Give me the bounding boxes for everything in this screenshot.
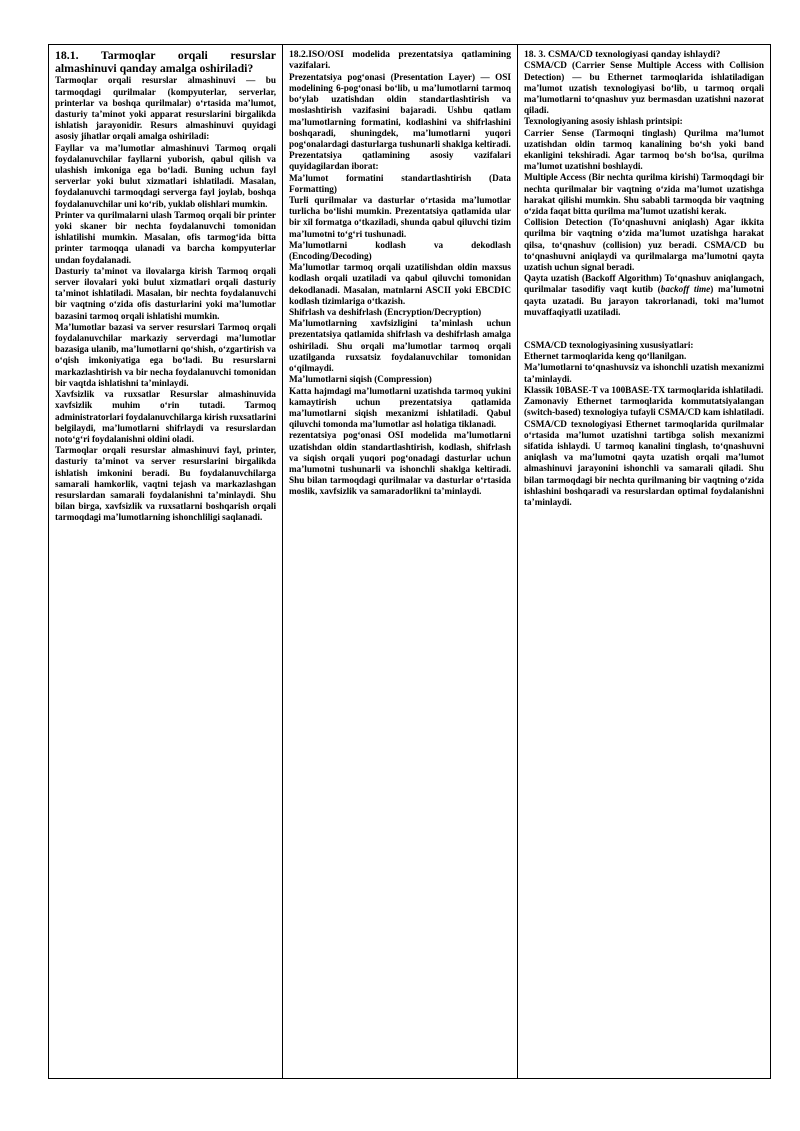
section-heading: 18.2.ISO/OSI modelida prezentatsiya qatlamining vazifalari.: [289, 49, 511, 72]
paragraph: CSMA/CD texnologiyasi Ethernet tarmoqlarida qurilmalar o‘rtasida ma’lumot uzatishni tartibga solish mexanizmi sifatida ishlaydi. U tarmoq kanalini tinglash, to‘qnashuvni aniqlash va ma’lumotni qayta uzatish orqali ma’lumot almashinuvi jarayonini ishonchli va samarali qiladi. Shu bilan tarmoqdagi bir nechta qurilmaning bir vaqtning o‘zida ishlashini boshqaradi va resurslardan optimal foydalanishni ta’minlaydi.: [524, 418, 764, 507]
paragraph: Collision Detection (To‘qnashuvni aniqlash) Agar ikkita qurilma bir vaqtning o‘zida ma’lumot uzatishga harakat qilsa, to‘qnashuv (collision) yuz beradi. CSMA/CD bu to‘qnashuvni aniqlaydi va qurilmalarga ma’lumotni qayta uzatish uchun signal beradi.: [524, 217, 764, 273]
paragraph: CSMA/CD (Carrier Sense Multiple Access with Collision Detection) — bu Ethernet tarmoqlarida ishlatiladigan ma’lumot uzatish texnologiyasi bo‘lib, u tarmoq orqali ma’lumotlarni to‘qnashuv yuz bermasdan uzatishni nazorat qiladi.: [524, 60, 764, 116]
column-1: [49, 45, 283, 1078]
paragraph: Tarmoqlar orqali resurslar almashinuvi — bu tarmoqdagi qurilmalar (kompyuterlar, serverlar, printerlar va boshqa qurilmalar) o‘rtasida ma’lumot, dasturiy ta’minot yoki apparat resurslarini birgalikda ishlatish jarayonidir. Resurs almashinuvi quyidagi asosiy jihatlar orqali amalga oshiriladi:: [55, 75, 276, 142]
italic-term: backoff time: [660, 284, 711, 295]
paragraph: Ethernet tarmoqlarida keng qo‘llanilgan.: [524, 351, 687, 362]
subheading: CSMA/CD texnologiyasining xususiyatlari:: [524, 340, 694, 351]
paragraph: Prezentatsiya pog‘onasi (Presentation Layer) — OSI modelining 6-pog‘onasi bo‘lib, u ma’lumotlarni tarmoq bo‘ylab uzatishdan oldin standartlashtirish va moslashtirish vazifasini bajaradi. Ushbu qatlam ma’lumotlarning formatini, kodlashini va shifrlashini boshqaradi, shuningdek, ma’lumotlarni yuqori pog‘onalardagi dasturlarga tushunarli shaklga keltiradi.: [289, 71, 511, 150]
spacer: [524, 318, 764, 340]
section-heading: 18. 3. CSMA/CD texnologiyasi qanday ishlaydi?: [524, 49, 721, 60]
paragraph: Ma’lumotlarning xavfsizligini ta’minlash uchun prezentatsiya qatlamida shifrlash va deshifrlash amalga oshiriladi. Shu orqali ma’lumotlar tarmoq orqali uzatilganda ruxsatsiz foydalanuvchilar tomonidan o‘qilmaydi.: [289, 318, 511, 374]
paragraph: Turli qurilmalar va dasturlar o‘rtasida ma’lumotlar turlicha bo‘lishi mumkin. Prezentatsiya qatlamida ular bir xil formatga o‘tkaziladi, shunda qabul qiluvchi tizim ma’lumotni to‘g‘ri tushunadi.: [289, 195, 511, 239]
subheading: Ma’lumotlarni siqish (Compression): [289, 374, 432, 385]
column-2: [283, 45, 518, 1078]
document-page: [48, 44, 771, 1079]
paragraph: Carrier Sense (Tarmoqni tinglash) Qurilma ma’lumot uzatishdan oldin tarmoq kanalining bo‘sh yoki band ekanligini tekshiradi. Agar tarmoq bo‘sh bo‘lsa, qurilma ma’lumot uzatishni boshlaydi.: [524, 127, 764, 172]
paragraph: Tarmoqlar orqali resurslar almashinuvi fayl, printer, dasturiy ta’minot va server resurslarini birgalikda ishlatish imkonini beradi. Bu foydalanuvchilarga samarali hamkorlik, vaqtni tejash va markazlashgan resurslardan samarali foydalanishni ta’minlaydi. Shu bilan birga, xavfsizlik va ruxsatlarni boshqarish orqali tarmoqdagi ma’lumotlarning ishonchliligi saqlanadi.: [55, 445, 276, 523]
paragraph: Ma’lumotlarni to‘qnashuvsiz va ishonchli uzatish mexanizmi ta’minlaydi.: [524, 362, 764, 384]
paragraph: Zamonaviy Ethernet tarmoqlarida kommutatsiyalangan (switch-based) texnologiya tufayli CSMA/CD kam ishlatiladi.: [524, 396, 764, 418]
subheading: Ma’lumot formatini standartlashtirish (Data Formatting): [289, 172, 511, 194]
subheading: Ma’lumotlarni kodlash va dekodlash (Encoding/Decoding): [289, 239, 511, 262]
subheading: Texnologiyaning asosiy ishlash printsipi:: [524, 116, 683, 127]
paragraph: Katta hajmdagi ma’lumotlarni uzatishda tarmoq yukini kamaytirish uchun prezentatsiya qatlamida ma’lumotlarni siqish mexanizmi ishlatiladi. Qabul qiluvchi tomonda ma’lumotlar asl holatiga tiklanadi.: [289, 385, 511, 430]
paragraph: Klassik 10BASE-T va 100BASE-TX tarmoqlarida ishlatiladi.: [524, 384, 764, 395]
paragraph: Printer va qurilmalarni ulash Tarmoq orqali bir printer yoki skaner bir nechta foydalanuvchi tomonidan ishlatilishi mumkin. Masalan, ofis tarmog‘ida bitta printer tarmoqqa ulanadi va barcha kompyuterlar undan foydalanadi.: [55, 209, 276, 265]
paragraph: Prezentatsiya qatlamining asosiy vazifalari quyidagilardan iborat:: [289, 150, 511, 172]
paragraph: Fayllar va ma’lumotlar almashinuvi Tarmoq orqali foydalanuvchilar fayllarni yuborish, qabul qilish va ulashish imkoniga ega bo‘ladi. Buning uchun fayl serverlar yoki bulut xizmatlari ishlatiladi. Masalan, foydalanuvchi tarmoqdagi serverga fayl joylab, boshqa foydalanuvchilar uni ko‘rib, yuklab olishlari mumkin.: [55, 142, 276, 209]
paragraph-text: ) ma’lumotni qayta uzatadi. Bu jarayon takrorlanadi, toki ma’lumot muvaffaqiyatli uzatiladi.: [524, 284, 764, 317]
column-3: [518, 45, 770, 1078]
paragraph: Multiple Access (Bir nechta qurilma kirishi) Tarmoqdagi bir nechta qurilmalar bir vaqtning o‘zida ma’lumot uzatishga harakat qilishi mumkin. Shu sababli tarmoqda bir vaqtning o‘zida faqat bitta qurilma ma’lumot uzatishi kerak.: [524, 172, 764, 217]
paragraph: Ma’lumotlar tarmoq orqali uzatilishdan oldin maxsus kodlash orqali uzatiladi va qabul qiluvchi tomonidan dekodlanadi. Masalan, matnlarni ASCII yoki EBCDIC kodlash tizimlariga o‘tkazish.: [289, 262, 511, 306]
paragraph: [524, 273, 764, 318]
paragraph: Dasturiy ta’minot va ilovalarga kirish Tarmoq orqali server ilovalari yoki bulut xizmatlari orqali dasturiy ta’minot ishlatiladi. Masalan, bir nechta foydalanuvchi bir vaqtning o‘zida ofis dasturlarini yoki ma’lumotlar bazasini tarmoq orqali ishlatishi mumkin.: [55, 265, 276, 321]
paragraph-text: Qayta uzatish (Backoff Algorithm) To‘qnashuv aniqlangach, qurilmalar tasodifiy vaqt kutib (: [524, 273, 764, 295]
subheading: Shifrlash va deshifrlash (Encryption/Decryption): [289, 307, 482, 318]
paragraph: Xavfsizlik va ruxsatlar Resurslar almashinuvida xavfsizlik muhim o‘rin tutadi. Tarmoq administratorlari foydalanuvchilarga kirish ruxsatlarini belgilaydi, ma’lumotlarni shifrlaydi va resurslardan noto‘g‘ri foydalanishni oldini oladi.: [55, 389, 276, 444]
paragraph: Ma’lumotlar bazasi va server resurslari Tarmoq orqali foydalanuvchilar markaziy serverdagi ma’lumotlar bazasiga ulanib, ma’lumotlarni qo‘shish, o‘zgartirish va o‘qish imkoniyatiga ega bo‘ladi. Bu resurslarni markazlashtirish va bir necha foydalanuvchi tomonidan bir vaqtda ishlatishni ta’minlaydi.: [55, 321, 276, 388]
section-heading: 18.1. Tarmoqlar orqali resurslar almashinuvi qanday amalga oshiriladi?: [55, 48, 276, 76]
paragraph: rezentatsiya pog‘onasi OSI modelida ma’lumotlarni uzatishdan oldin standartlashtirish, kodlash, shifrlash va siqish orqali yuqori pog‘onadagi dasturlar uchun ma’lumotni tushunarli va ishonchli shaklga keltiradi. Shu bilan tarmoqdagi qurilmalar va dasturlar o‘rtasida moslik, xavfsizlik va samaradorlikni ta’minlaydi.: [289, 430, 511, 497]
